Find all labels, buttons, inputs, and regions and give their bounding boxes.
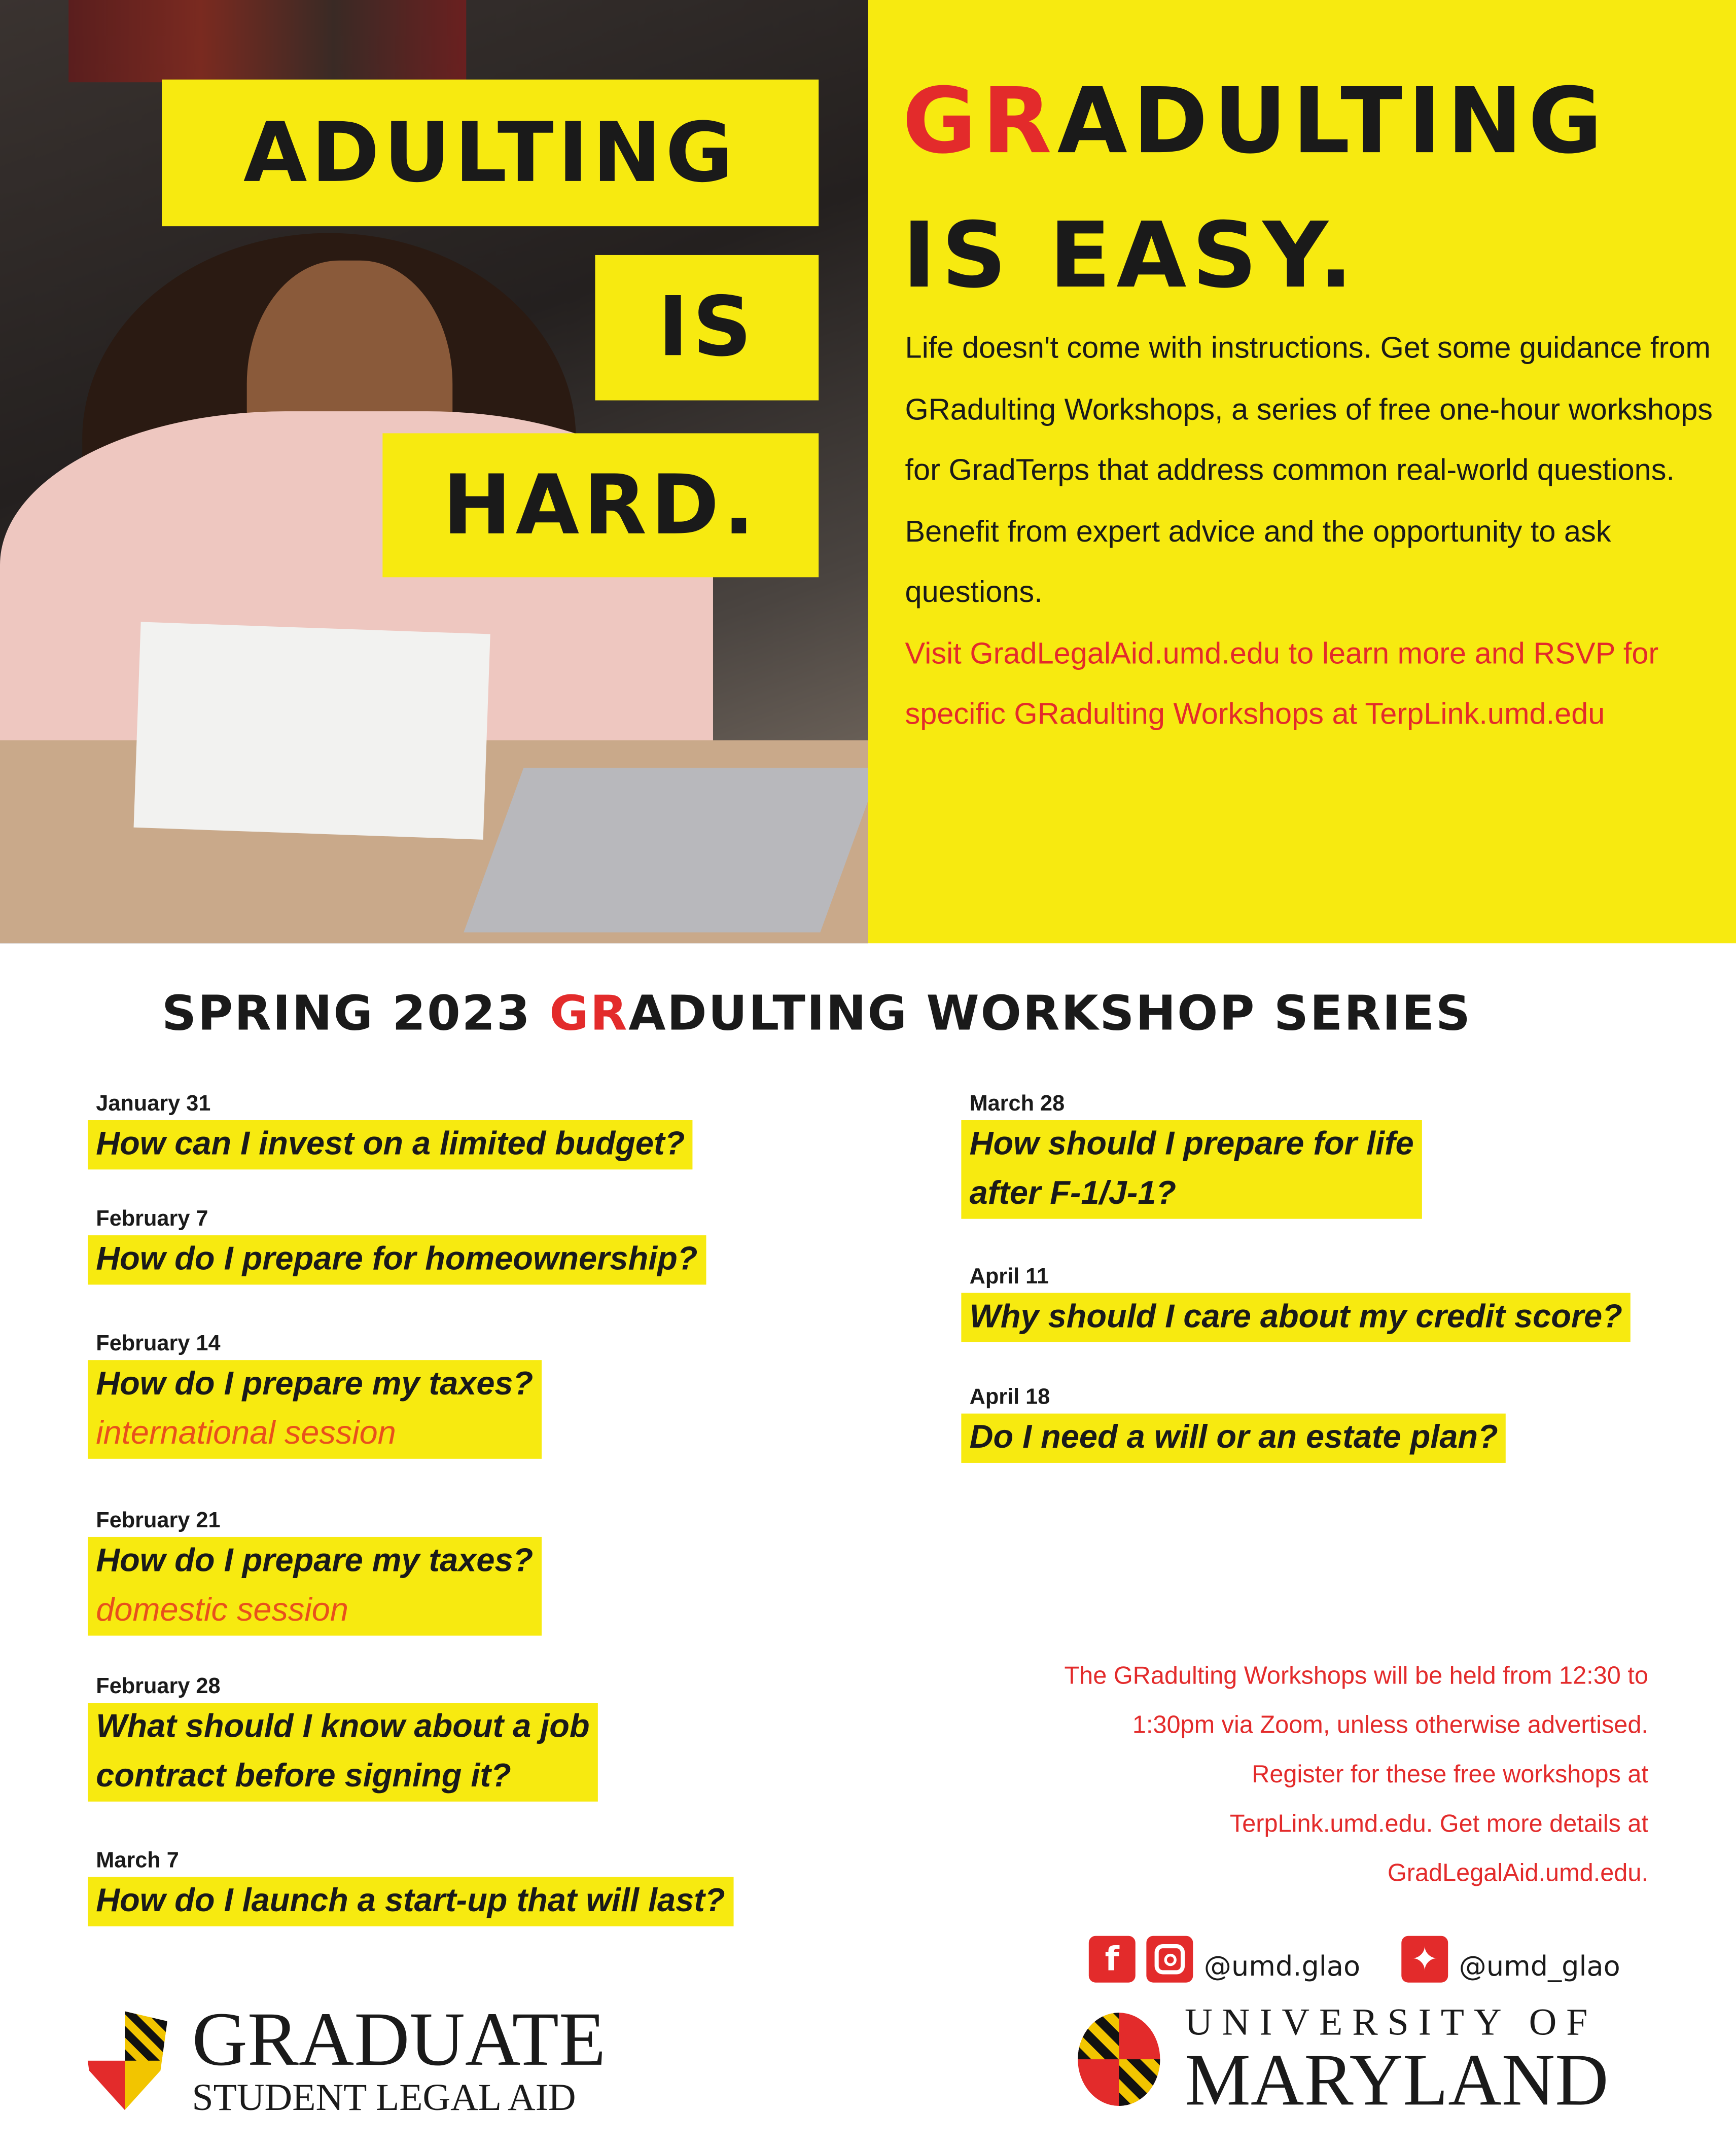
workshop-question xyxy=(961,1414,1506,1463)
question-line: after F-1/J-1? xyxy=(969,1175,1177,1212)
is-word: IS xyxy=(595,255,819,401)
umd-logo-text xyxy=(1185,2001,1609,2121)
social-row xyxy=(1089,1936,1620,1983)
title-gr: GR xyxy=(549,987,629,1042)
question-line: How do I prepare my taxes? xyxy=(96,1365,534,1403)
workshop-date: February 21 xyxy=(96,1509,221,1533)
question-line: How should I prepare for life xyxy=(969,1125,1414,1163)
session-type: domestic session xyxy=(96,1592,348,1629)
question-line: How do I prepare my taxes? xyxy=(96,1542,534,1580)
info-line: TerpLink.umd.edu. Get more details at xyxy=(1229,1810,1648,1838)
workshop-question xyxy=(88,1235,706,1284)
workshop-date: April 11 xyxy=(969,1265,1049,1289)
workshop-date: February 28 xyxy=(96,1675,221,1699)
gsla-shield-logo xyxy=(82,2011,167,2110)
instagram-icon[interactable] xyxy=(1146,1936,1193,1983)
workshop-date: February 7 xyxy=(96,1208,208,1232)
gsla-logo-line1: GRADUATE xyxy=(192,1997,606,2083)
headline-gr: GR xyxy=(902,68,1057,174)
intro-text: Life doesn't come with instructions. Get some guidance from GRadulting Workshops, a series of free one-hour workshops for GradTerps that address common real-world questions. Benefit from expert advice and the opportunity to ask questions. xyxy=(905,330,1713,609)
headline-line2: IS EASY. xyxy=(902,203,1359,309)
workshop-question xyxy=(961,1293,1631,1342)
intro-block xyxy=(905,318,1714,745)
workshop-question xyxy=(961,1120,1422,1219)
workshop-question xyxy=(88,1703,598,1802)
umd-logo-line1: UNIVERSITY OF xyxy=(1185,2001,1598,2045)
schedule-info xyxy=(1064,1651,1648,1897)
facebook-icon[interactable]: f xyxy=(1089,1936,1136,1983)
question-line: Why should I care about my credit score? xyxy=(969,1298,1622,1336)
twitter-handle[interactable]: @umd_glao xyxy=(1459,1949,1620,1983)
adulting-word: ADULTING xyxy=(162,80,819,226)
session-type: international session xyxy=(96,1415,396,1452)
workshop-date: March 7 xyxy=(96,1849,179,1873)
info-line: GradLegalAid.umd.edu. xyxy=(1387,1859,1648,1887)
facebook-instagram-handle[interactable]: @umd.glao xyxy=(1203,1949,1361,1983)
question-line: What should I know about a job xyxy=(96,1708,590,1745)
headline-rest: ADULTING xyxy=(1057,68,1608,174)
bookshelf xyxy=(68,0,466,82)
question-line: How do I prepare for homeownership? xyxy=(96,1240,698,1278)
workshop-question xyxy=(88,1360,541,1459)
gsla-logo-text xyxy=(192,1997,606,2120)
gsla-logo-line2: STUDENT LEGAL AID xyxy=(192,2077,576,2120)
laptop xyxy=(464,768,868,932)
umd-globe-logo xyxy=(1078,2013,1160,2106)
workshop-question xyxy=(88,1537,541,1636)
info-line: The GRadulting Workshops will be held from 12:30 to xyxy=(1064,1662,1648,1690)
info-line: 1:30pm via Zoom, unless otherwise advertised. xyxy=(1132,1711,1648,1739)
question-line: How do I launch a start-up that will last? xyxy=(96,1882,725,1920)
intro-cta: Visit GradLegalAid.umd.edu to learn more and RSVP for specific GRadulting Workshops at TerpLink.umd.edu xyxy=(905,635,1659,731)
headline-line1 xyxy=(902,68,1608,174)
umd-logo-line2: MARYLAND xyxy=(1185,2038,1609,2121)
paper-document xyxy=(134,622,490,839)
question-line: How can I invest on a limited budget? xyxy=(96,1125,685,1163)
workshop-date: February 14 xyxy=(96,1333,221,1356)
hard-word: HARD. xyxy=(382,433,819,577)
workshop-question xyxy=(88,1877,733,1926)
question-line: contract before signing it? xyxy=(96,1758,511,1795)
twitter-icon[interactable]: ✦ xyxy=(1401,1936,1448,1983)
title-prefix: SPRING 2023 xyxy=(162,987,550,1042)
title-rest: ADULTING WORKSHOP SERIES xyxy=(628,987,1472,1042)
workshop-question xyxy=(88,1120,693,1169)
workshop-date: January 31 xyxy=(96,1092,211,1116)
workshop-date: March 28 xyxy=(969,1092,1065,1116)
workshop-date: April 18 xyxy=(969,1386,1050,1410)
question-line: Do I need a will or an estate plan? xyxy=(969,1419,1498,1456)
series-title xyxy=(162,987,1472,1042)
info-line: Register for these free workshops at xyxy=(1252,1760,1648,1788)
